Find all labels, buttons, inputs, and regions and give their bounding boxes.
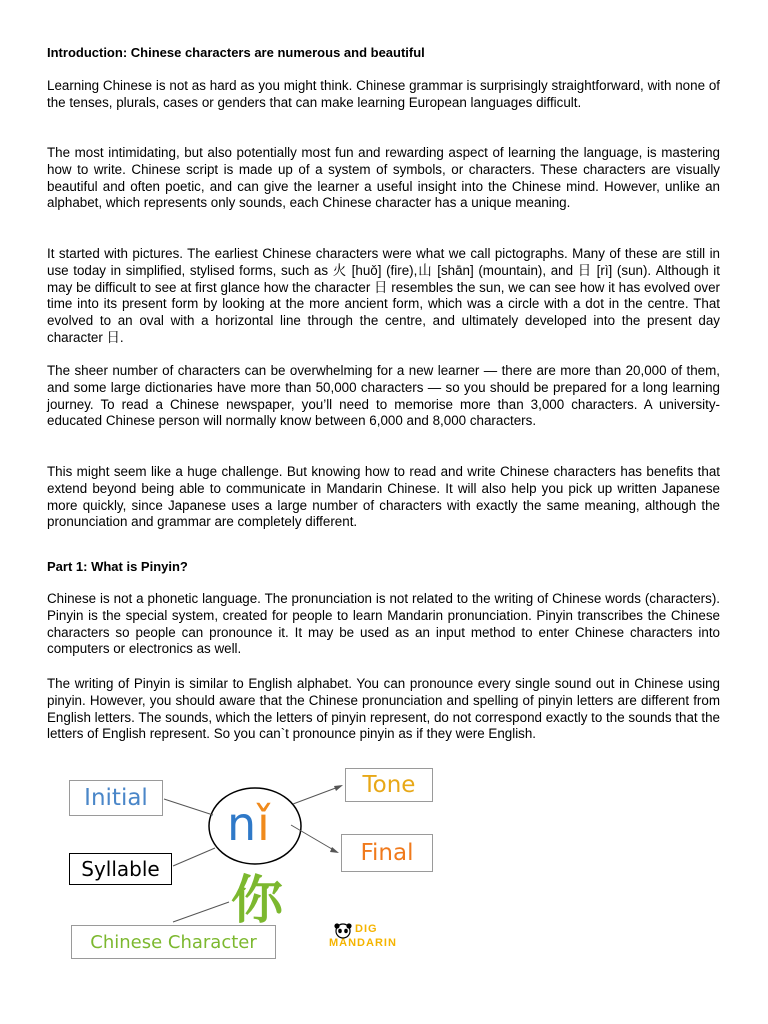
connector-tone [293,786,341,804]
intro-paragraph-5: This might seem like a huge challenge. But knowing how to read and write Chinese characters has benefits that extend beyond being able to communicate in Mandarin Chinese. It will also help you pick up written Japanese more quickly, since Japanese uses a large number of characters with exactly the same meaning, although the pronunciation and grammar are completely different. [47,464,720,530]
logo-text-top: DIG [355,923,378,935]
syllable-label: Syllable [81,857,160,881]
intro-paragraph-2: The most intimidating, but also potentially most fun and rewarding aspect of learning the language, is mastering how to write. Chinese script is made up of a system of symbols, or characters. These characters are visually beautiful and often poetic, and can give the learner a useful insight into the Chinese mind. However, unlike an alphabet, which represents only sounds, each Chinese character has a unique meaning. [47,145,720,211]
connector-chinese-character [173,902,229,922]
dig-mandarin-logo [329,923,429,955]
part1-heading: Part 1: What is Pinyin? [47,559,188,574]
connector-syllable [173,848,215,866]
syllable-label-box [69,853,172,885]
connector-initial [164,799,213,815]
part1-paragraph-1: Chinese is not a phonetic language. The pronunciation is not related to the writing of Chinese words (characters). Pinyin is the special system, created for people to learn Mandarin pronunciation. Pinyin transcribes the Chinese characters so people can pronounce it. It may be used as an input method to enter Chinese characters into computers or electronics as well. [47,591,720,657]
arrowhead-tone [334,785,343,791]
chinese-character-label: Chinese Character [90,931,257,953]
hanzi-character: 你 [231,871,284,931]
intro-paragraph-1: Learning Chinese is not as hard as you might think. Chinese grammar is surprisingly straightforward, with none of the tenses, plurals, cases or genders that can make learning European languages difficult. [47,78,720,110]
pinyin-final: ǐ [257,797,270,851]
arrowhead-final [330,847,339,853]
intro-paragraph-4: The sheer number of characters can be overwhelming for a new learner — there are more than 20,000 of them, and some large dictionaries have more than 50,000 characters — so you should be prepared for a long learning journey. To read a Chinese newspaper, you’ll need to memorise more than 3,000 characters. A university-educated Chinese person will normally know between 6,000 and 8,000 characters. [47,363,720,429]
part1-paragraph-2: The writing of Pinyin is similar to English alphabet. You can pronounce every single sound out in Chinese using pinyin. However, you should aware that the Chinese pronunciation and spelling of pinyin letters are different from English letters. The sounds, which the letters of pinyin represent, do not correspond exactly to the sounds that the letters of English represent. So you can`t pronounce pinyin as if they were English. [47,676,720,742]
pinyin-diagram [47,762,447,967]
final-label: Final [360,840,414,866]
intro-paragraph-3: It started with pictures. The earliest Chinese characters were what we call pictographs. Many of these are still in use today in simplified, stylised forms, such as 火 [huǒ] (fire),山 [shān] (mountain), and 日 [rì] (sun). Although it may be difficult to see at first glance how the character 日 resembles the sun, we can see how it has evolved over time into its present form by looking at the more ancient form, which was a circle with a dot in the centre. That evolved to an oval with a horizontal line through the centre, and ultimately developed into the present day character 日. [47,246,720,345]
pinyin-initial: n [227,797,257,851]
tone-label: Tone [362,772,416,798]
intro-heading: Introduction: Chinese characters are numerous and beautiful [47,45,425,60]
logo-text-bottom: MANDARIN [329,937,397,949]
initial-label-box [69,780,163,816]
tone-label-box [345,768,433,802]
final-label-box [341,834,433,872]
initial-label: Initial [84,785,148,811]
